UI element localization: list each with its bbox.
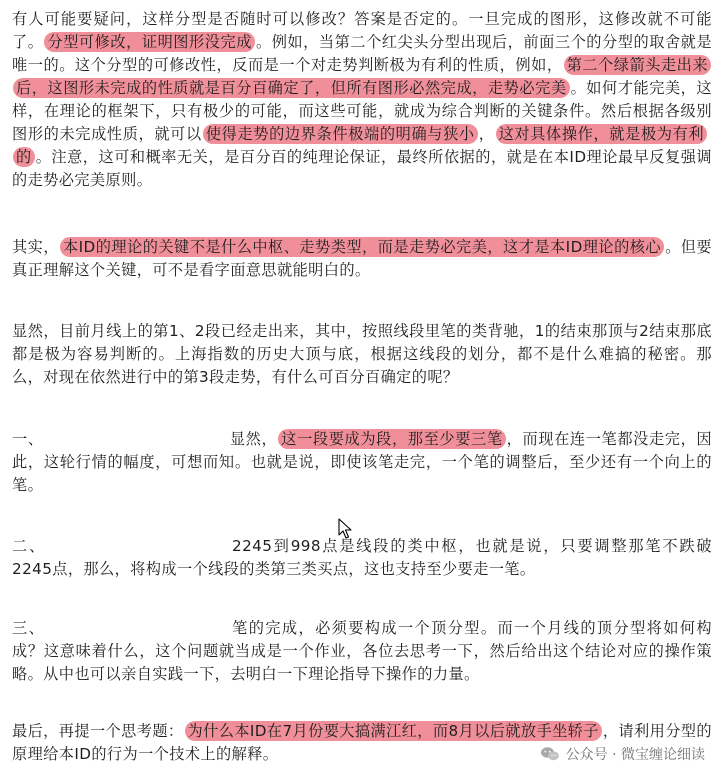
watermark (540, 744, 705, 764)
text-segment: ， (478, 125, 495, 143)
text-segment: 。注意，这可和概率无关，是百分百的纯理论保证，最终所依据的，就是在本ID理论最早反复强调的走势必完美原则。 (12, 148, 712, 189)
paragraph-5 (12, 535, 712, 581)
text-segment: 最后，再提一个思考题： (12, 722, 184, 740)
text-segment: 显然， (229, 430, 278, 448)
list-marker: 三、 (12, 619, 46, 637)
highlight: 这对具体操作，就是极为有利的 (13, 124, 707, 167)
text-segment: 笔的完成，必须要构成一个顶分型。而一个月线的顶分型将如何构成？这意味着什么，这个问题就当成是一个作业，各位去思考一下，然后给出这个结论对应的操作策略。从中也可以亲自实践一下，去明白一下理论指导下操作的力量。 (12, 619, 712, 683)
highlight: 这一段要成为段，那至少要三笔 (278, 429, 505, 449)
watermark-text: 公众号 · 微宝缠论细读 (565, 747, 705, 763)
list-marker: 二、 (12, 537, 47, 555)
highlight: 本ID的理论的关键不是什么中枢、走势类型，而是走势必完美，这才是本ID理论的核心 (60, 237, 664, 257)
paragraph-4 (12, 428, 712, 497)
mouse-cursor-icon (338, 518, 352, 540)
text-segment: 其实， (12, 238, 59, 256)
list-marker: 一、 (12, 430, 44, 448)
text-segment: 2245到998点是线段的类中枢，也就是说，只要调整那笔不跌破2245点，那么，将构成一个线段的类第三类买点，这也支持至少要走一笔。 (12, 537, 712, 578)
highlight: 第二个绿箭头走出来后，这图形未完成的性质就是百分百确定了，但所有图形必然完成，走势必完美 (13, 55, 711, 98)
highlight: 为什么本ID在7月份要大搞满江红，而8月以后就放手坐轿子 (185, 721, 602, 741)
text-segment: 有人可能要疑问，这样分型是否随时可以修改？答案是否定的。一旦完成的图形，这修改就不可能了。 (12, 10, 712, 51)
text-segment: 显然，目前月线上的第1、2段已经走出来，其中，按照线段里笔的类背驰，1的结束那顶与2结束那底都是极为容易判断的。上海指数的历史大顶与底，根据这线段的划分，都不是什么难搞的秘密。那么，对现在依然进行中的第3段走势，有什么可百分百确定的呢？ (12, 322, 712, 386)
highlight: 分型可修改，证明图形没完成 (44, 32, 255, 52)
paragraph-1 (12, 8, 712, 192)
text-segment: ，请利用分型的原理给本ID的行为一个技术上的解释。 (12, 722, 712, 763)
paragraph-3 (12, 320, 712, 389)
highlight: 使得走势的边界条件极端的明确与狭小 (203, 124, 478, 144)
text-segment: 。如何才能完美，这样，在理论的框架下，只有极少的可能，而这些可能，就成为综合判断的关键条件。然后根据各级别图形的未完成性质，就可以 (12, 79, 712, 143)
text-segment: 。但要真正理解这个关键，可不是看字面意思就能明白的。 (12, 238, 712, 279)
paragraph-2 (12, 236, 712, 282)
wechat-icon (540, 746, 560, 762)
text-segment: 。例如，当第二个红尖头分型出现后，前面三个的分型的取舍就是唯一的。这个分型的可修改性，反而是一个对走势判断极为有利的性质，例如， (12, 33, 712, 74)
text-segment: ，而现在连一笔都没走完，因此，这轮行情的幅度，可想而知。也就是说，即使该笔走完，一个笔的调整后，至少还有一个向上的笔。 (12, 430, 712, 494)
paragraph-6 (12, 617, 712, 686)
